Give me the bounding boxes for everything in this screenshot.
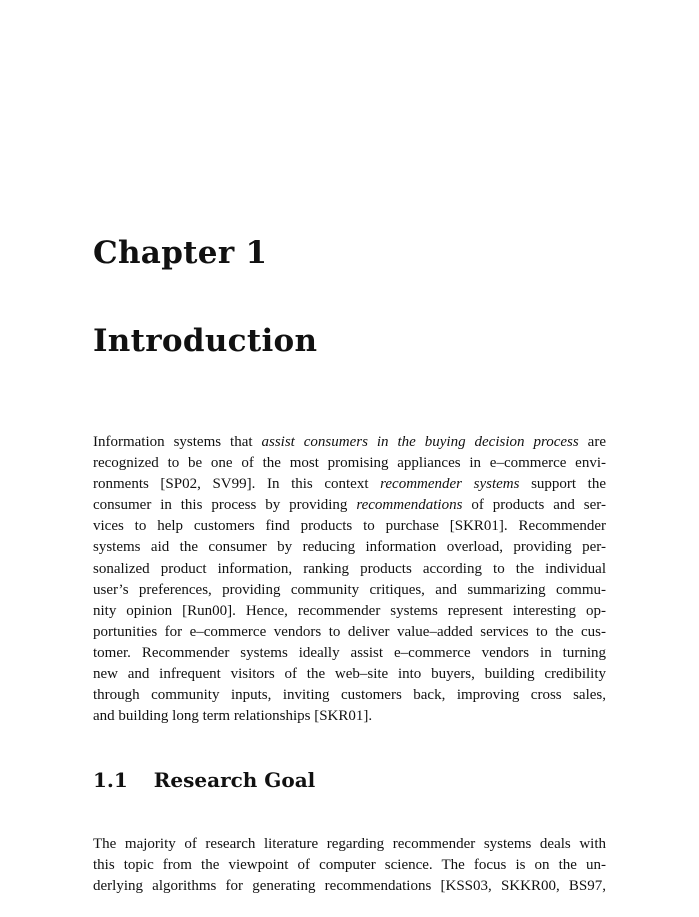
- text-line: consumer in this process by providing recommendations of products and ser-: [93, 497, 606, 514]
- text-line: user’s preferences, providing community critiques, and summarizing commu-: [93, 581, 606, 598]
- section-number: 1.1: [93, 768, 128, 792]
- text-line: new and infrequent visitors of the web–site into buyers, building credibility: [93, 666, 606, 683]
- section-heading: [93, 770, 315, 790]
- text-line: nity opinion [Run00]. Hence, recommender systems represent interesting op-: [93, 602, 606, 619]
- text-line: portunities for e–commerce vendors to deliver value–added services to the cus-: [93, 623, 606, 640]
- chapter-title: Introduction: [93, 323, 318, 359]
- text-line: ronments [SP02, SV99]. In this context recommender systems support the: [93, 476, 606, 493]
- chapter-label: Chapter 1: [93, 235, 268, 271]
- text-line: tomer. Recommender systems ideally assist e–commerce vendors in turning: [93, 644, 606, 661]
- text-line: this topic from the viewpoint of computer science. The focus is on the un-: [93, 857, 606, 874]
- text-line: systems aid the consumer by reducing information overload, providing per-: [93, 539, 606, 556]
- text-line: Information systems that assist consumers in the buying decision process are: [93, 434, 606, 450]
- text-line: recognized to be one of the most promising appliances in e–commerce envi-: [93, 455, 606, 472]
- intro-paragraph: [93, 432, 606, 727]
- text-line: The majority of research literature regarding recommender systems deals with: [93, 836, 606, 852]
- text-line: vices to help customers find products to purchase [SKR01]. Recommender: [93, 518, 606, 535]
- text-line: derlying algorithms for generating recommendations [KSS03, SKKR00, BS97,: [93, 878, 606, 895]
- section-title: Research Goal: [153, 768, 316, 792]
- research-goal-paragraph: [93, 834, 606, 897]
- text-line: sonalized product information, ranking products according to the individual: [93, 560, 606, 577]
- text-line: through community inputs, inviting customers back, improving cross sales,: [93, 687, 606, 704]
- text-line: and building long term relationships [SKR01].: [93, 708, 373, 725]
